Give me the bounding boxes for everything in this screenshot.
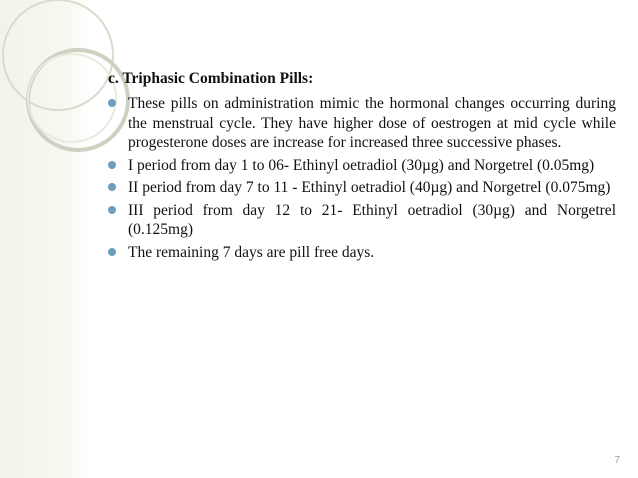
bullet-dot-icon bbox=[108, 161, 116, 169]
bullet-dot-icon bbox=[108, 248, 116, 256]
bullet-item bbox=[106, 201, 616, 240]
slide-heading: c. Triphasic Combination Pills: bbox=[108, 70, 314, 87]
bullet-item bbox=[106, 156, 616, 176]
bullet-item bbox=[106, 178, 616, 198]
bullet-text: These pills on administration mimic the hormonal changes occurring during the menstrual cycle. They have higher dose of oestrogen at mid cycle while progesterone doses are increase for increased three successive phases. bbox=[128, 95, 616, 151]
slide-content bbox=[106, 68, 616, 265]
page-number: 7 bbox=[614, 455, 620, 466]
bullet-list bbox=[106, 94, 616, 262]
bullet-dot-icon bbox=[108, 183, 116, 191]
bullet-dot-icon bbox=[108, 206, 116, 214]
bullet-item bbox=[106, 243, 616, 263]
decorative-ring-inner bbox=[28, 54, 116, 142]
bullet-text: The remaining 7 days are pill free days. bbox=[128, 243, 375, 261]
bullet-text: II period from day 7 to 11 - Ethinyl oetradiol (40µg) and Norgetrel (0.075mg) bbox=[128, 179, 611, 196]
bullet-item bbox=[106, 94, 616, 153]
bullet-dot-icon bbox=[108, 99, 116, 107]
bullet-text: III period from day 12 to 21- Ethinyl oetradiol (30µg) and Norgetrel (0.125mg) bbox=[128, 201, 616, 238]
bullet-text: I period from day 1 to 06- Ethinyl oetradiol (30µg) and Norgetrel (0.05mg) bbox=[128, 156, 595, 174]
